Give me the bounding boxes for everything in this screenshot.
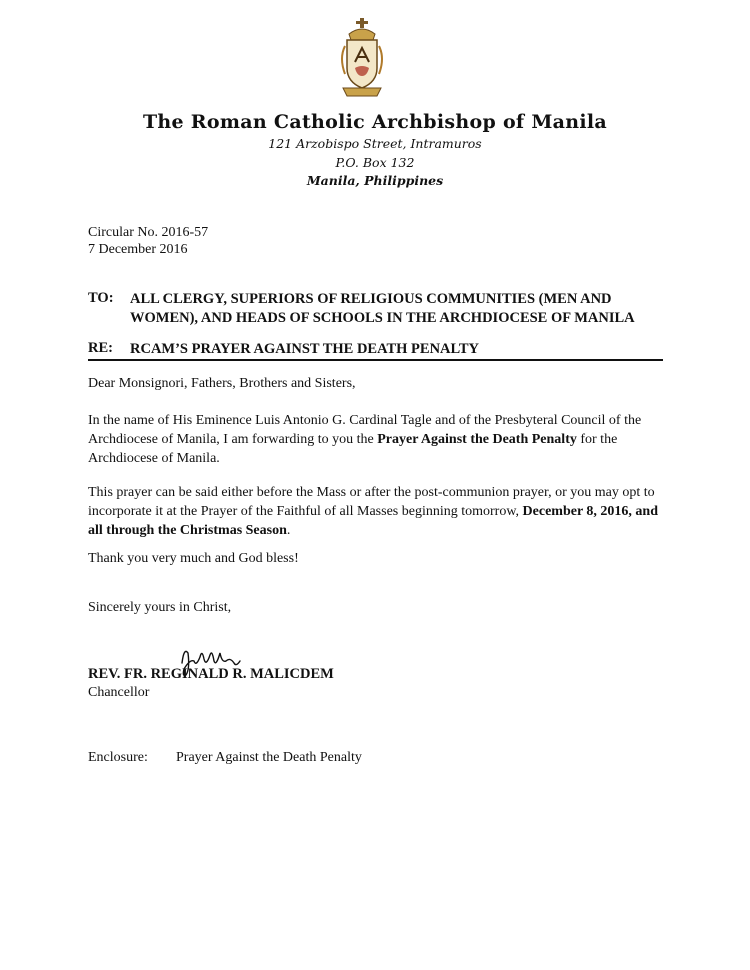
paragraph-1-text-b: for the Archdiocese of Manila. xyxy=(88,432,618,466)
enclosure-value: Prayer Against the Death Penalty xyxy=(176,750,362,765)
paragraph-1-bold: Prayer Against the Death Penalty xyxy=(377,432,577,447)
paragraph-1-text-a: In the name of His Eminence Luis Antonio G. Cardinal Tagle and of the Presbyteral Council of the Archdiocese of Manila, I am forwarding to you the xyxy=(88,413,642,447)
signatory-title: Chancellor xyxy=(88,685,150,700)
salutation: Dear Monsignori, Fathers, Brothers and Sisters, xyxy=(88,376,356,391)
paragraph-2-text-b: . xyxy=(286,523,291,538)
paragraph-2 xyxy=(88,483,668,540)
re-text: RCAM’S PRAYER AGAINST THE DEATH PENALTY xyxy=(130,341,480,357)
to-label: TO: xyxy=(88,290,114,306)
archdiocese-crest-icon xyxy=(337,18,387,100)
paragraph-1 xyxy=(88,411,668,468)
circular-number: Circular No. 2016-57 xyxy=(88,225,209,240)
closing-line: Sincerely yours in Christ, xyxy=(88,600,232,615)
thanks-line: Thank you very much and God bless! xyxy=(88,551,299,566)
to-text: ALL CLERGY, SUPERIORS OF RELIGIOUS COMMUNITIES (MEN AND WOMEN), AND HEADS OF SCHOOLS IN THE ARCHDIOCESE OF MANILA xyxy=(130,291,635,326)
enclosure-label: Enclosure: xyxy=(88,750,148,765)
divider-rule xyxy=(88,359,663,361)
circular-date: 7 December 2016 xyxy=(88,242,188,257)
letterhead-name: The Roman Catholic Archbishop of Manila xyxy=(142,111,608,133)
letterhead-address-line3: Manila, Philippines xyxy=(306,173,444,188)
re-label: RE: xyxy=(88,340,113,356)
paragraph-2-text-a: This prayer can be said either before the Mass or after the post-communion prayer, or you may opt to incorporate it at the Prayer of the Faithful of all Masses beginning tomorrow, xyxy=(88,485,655,519)
letterhead-address-line1: 121 Arzobispo Street, Intramuros xyxy=(268,136,482,151)
signatory-name: REV. FR. REGINALD R. MALICDEM xyxy=(88,666,334,682)
letterhead-address-line2: P.O. Box 132 xyxy=(335,155,415,170)
paragraph-2-bold: December 8, 2016, and all through the Christmas Season xyxy=(88,504,658,538)
